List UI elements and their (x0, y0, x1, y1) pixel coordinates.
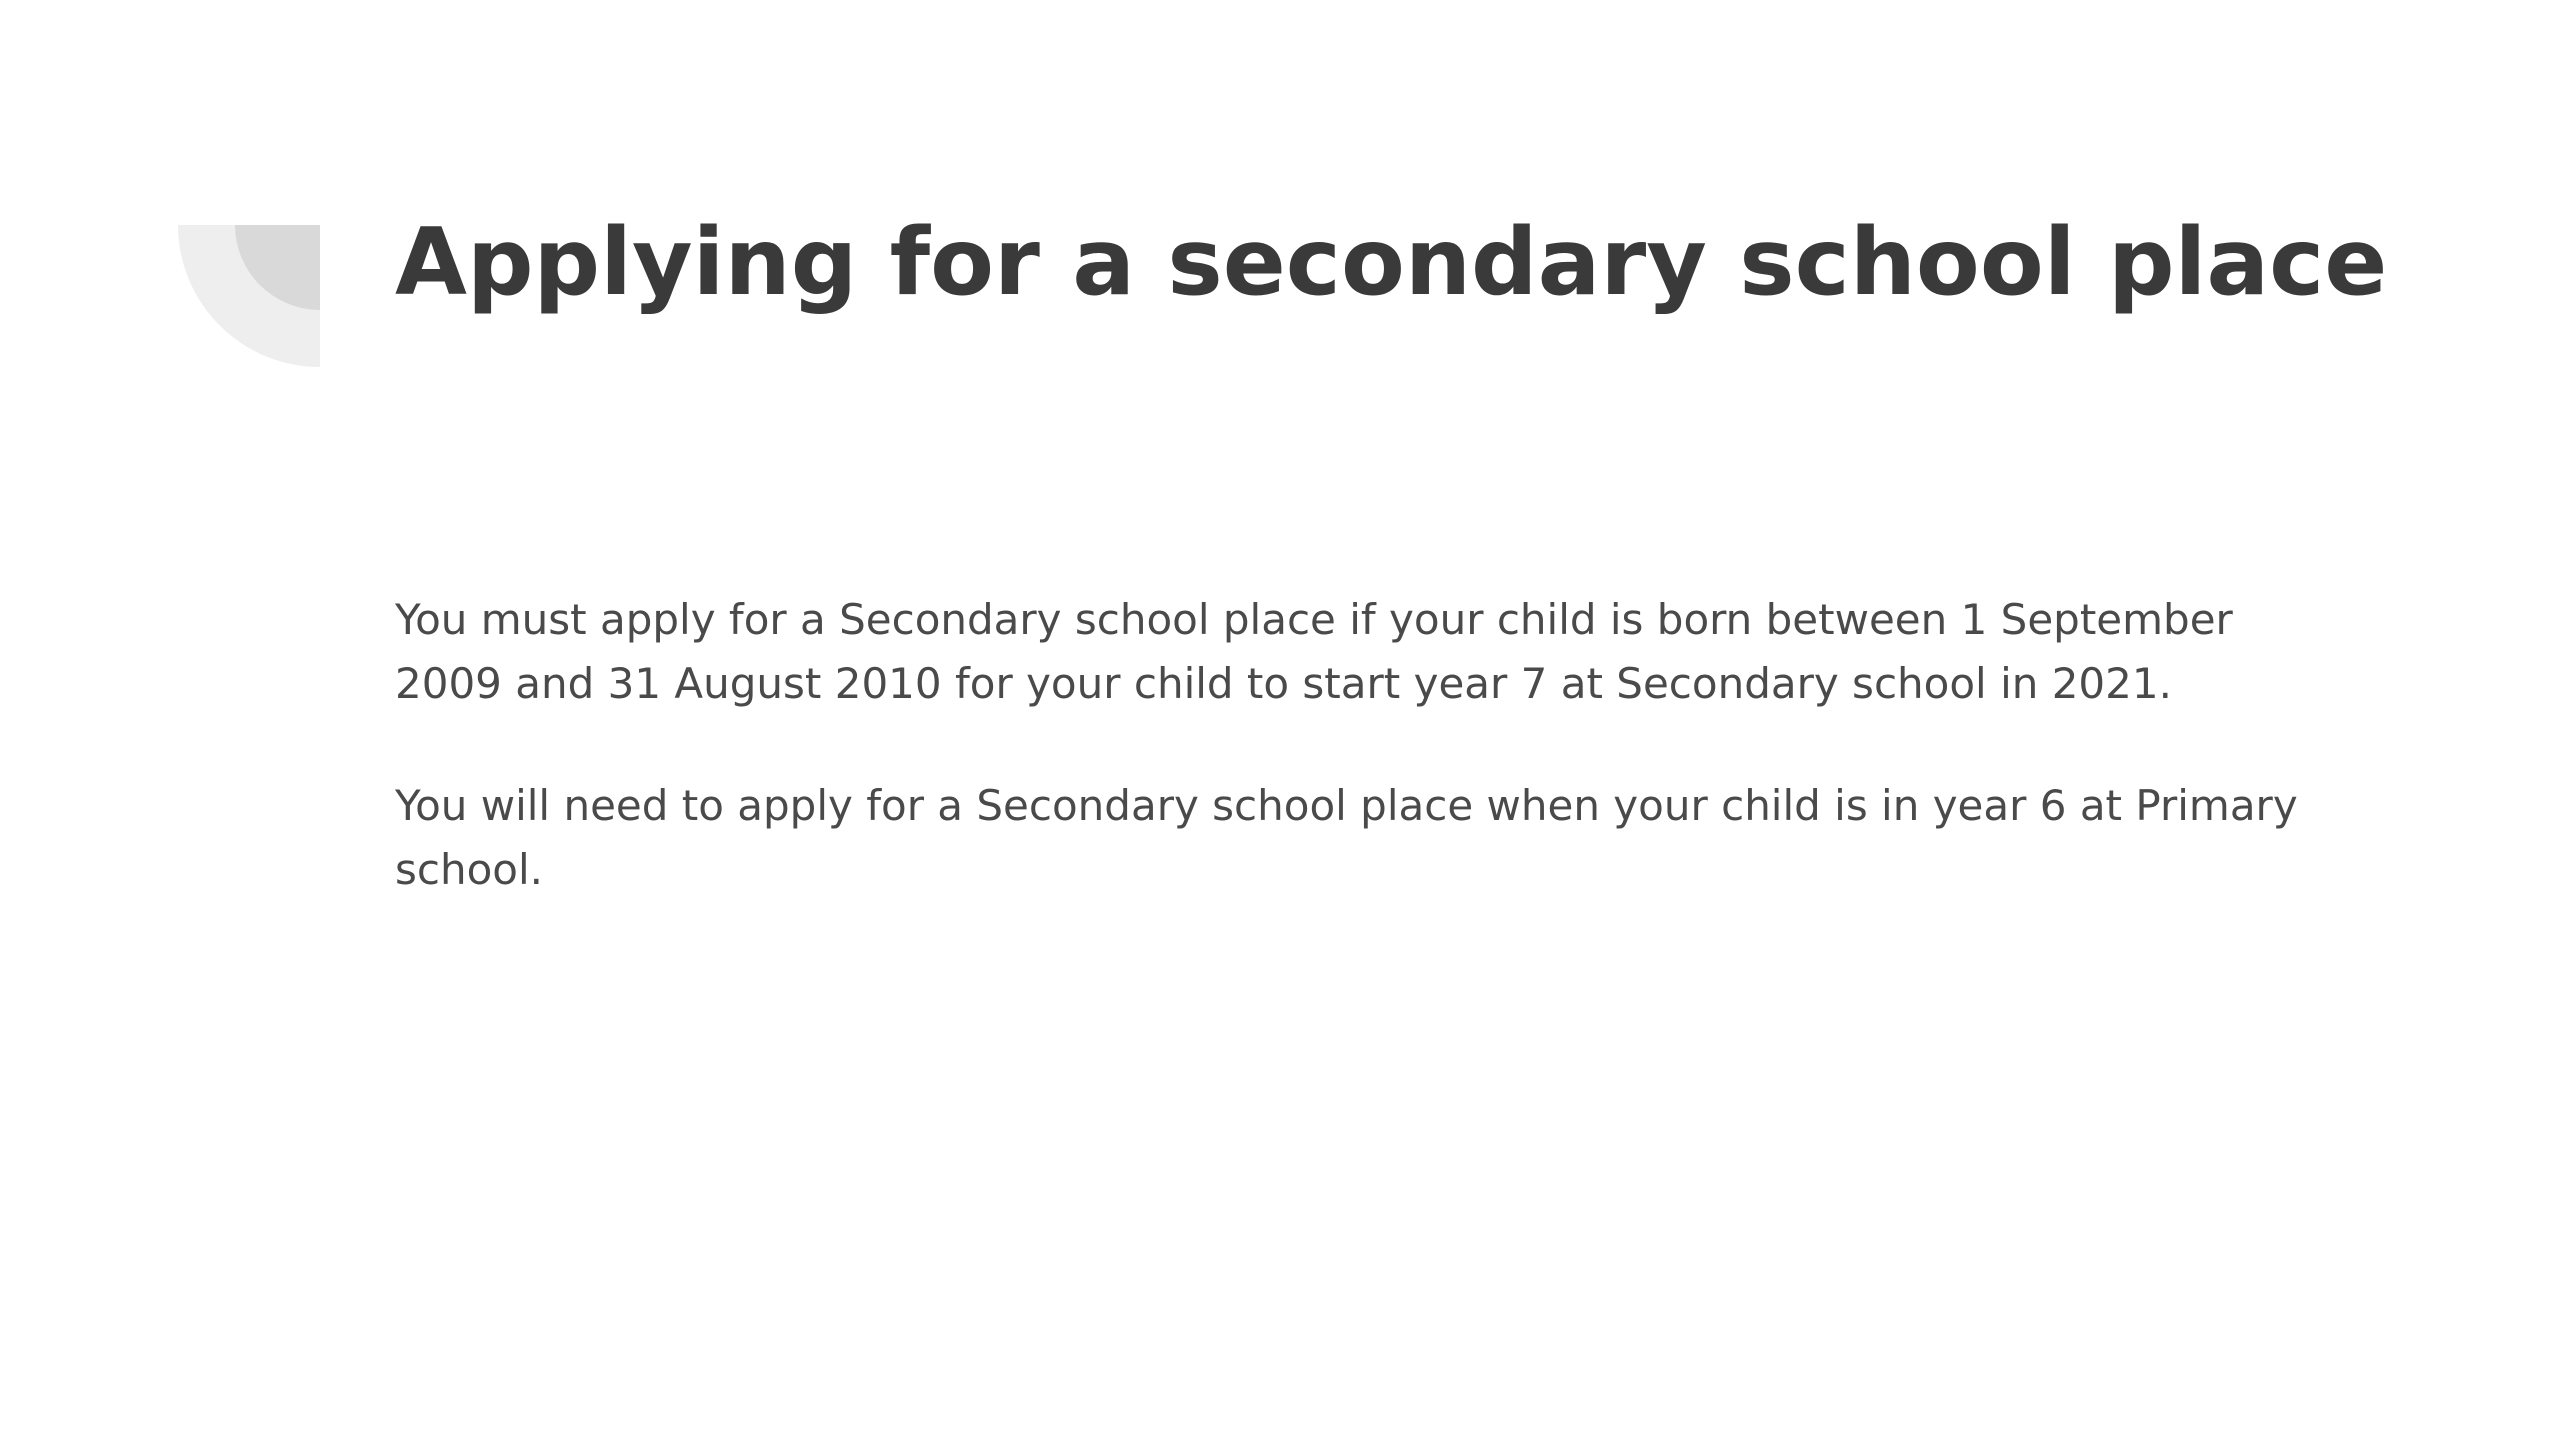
body-text (395, 588, 2315, 960)
page-title: Applying for a secondary school place (395, 208, 2388, 316)
paragraph-eligibility: You must apply for a Secondary school place if your child is born between 1 September 2009 and 31 August 2010 for your child to start year 7 at Secondary school in 2021. (395, 595, 2233, 708)
quarter-circle-icon (178, 225, 320, 367)
paragraph-timing: You will need to apply for a Secondary school place when your child is in year 6 at Primary school. (395, 781, 2298, 894)
